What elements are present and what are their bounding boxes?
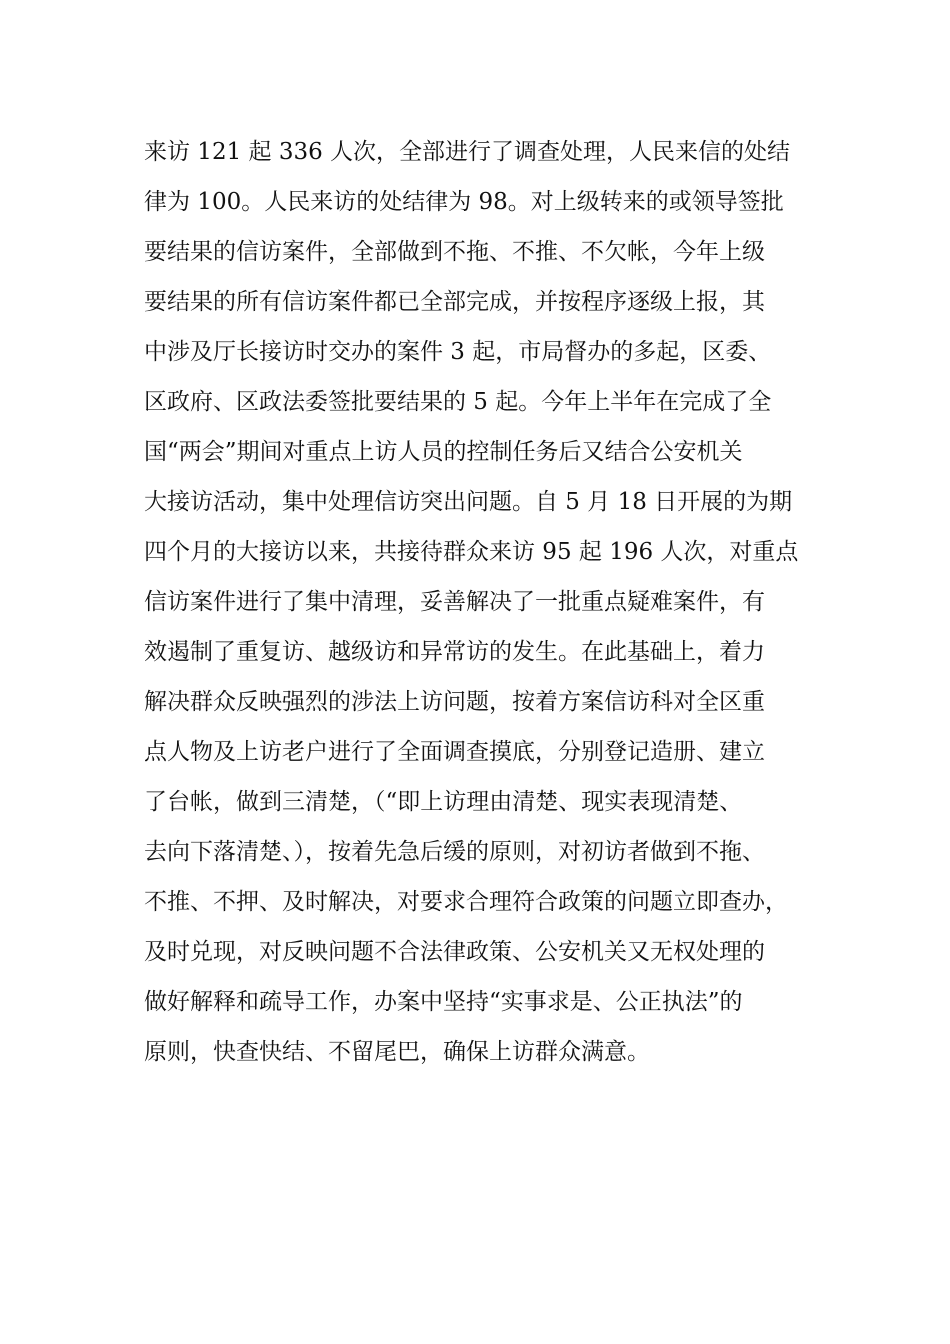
text-line: 点人物及上访老户进行了全面调查摸底，分别登记造册、建立 xyxy=(144,739,765,765)
text-line: 解决群众反映强烈的涉法上访问题，按着方案信访科对全区重 xyxy=(144,689,765,715)
text-line: 来访 121 起 336 人次，全部进行了调查处理，人民来信的处结 xyxy=(144,139,791,165)
text-line: 不推、不押、及时解决，对要求合理符合政策的问题立即查办， xyxy=(144,889,788,915)
text-line: 国“两会”期间对重点上访人员的控制任务后又结合公安机关 xyxy=(144,439,743,465)
text-line: 四个月的大接访以来，共接待群众来访 95 起 196 人次，对重点 xyxy=(144,539,799,565)
text-line: 做好解释和疏导工作，办案中坚持“实事求是、公正执法”的 xyxy=(144,989,743,1015)
body-paragraph xyxy=(144,127,844,1077)
text-line: 中涉及厅长接访时交办的案件 3 起，市局督办的多起，区委、 xyxy=(144,339,772,365)
text-line: 大接访活动，集中处理信访突出问题。自 5 月 18 日开展的为期 xyxy=(144,489,793,515)
text-line: 律为 100。人民来访的处结律为 98。对上级转来的或领导签批 xyxy=(144,189,784,215)
text-line: 要结果的所有信访案件都已全部完成，并按程序逐级上报，其 xyxy=(144,289,765,315)
text-line: 及时兑现，对反映问题不合法律政策、公安机关又无权处理的 xyxy=(144,939,765,965)
text-line: 信访案件进行了集中清理，妥善解决了一批重点疑难案件，有 xyxy=(144,589,765,615)
text-line: 原则，快查快结、不留尾巴，确保上访群众满意。 xyxy=(144,1039,650,1065)
text-line: 了台帐，做到三清楚，（“即上访理由清楚、现实表现清楚、 xyxy=(144,789,743,815)
text-line: 去向下落清楚、），按着先急后缓的原则，对初访者做到不拖、 xyxy=(144,839,765,865)
text-line: 效遏制了重复访、越级访和异常访的发生。在此基础上，着力 xyxy=(144,639,765,665)
text-line: 要结果的信访案件，全部做到不拖、不推、不欠帐，今年上级 xyxy=(144,239,765,265)
text-line: 区政府、区政法委签批要结果的 5 起。今年上半年在完成了全 xyxy=(144,389,772,415)
